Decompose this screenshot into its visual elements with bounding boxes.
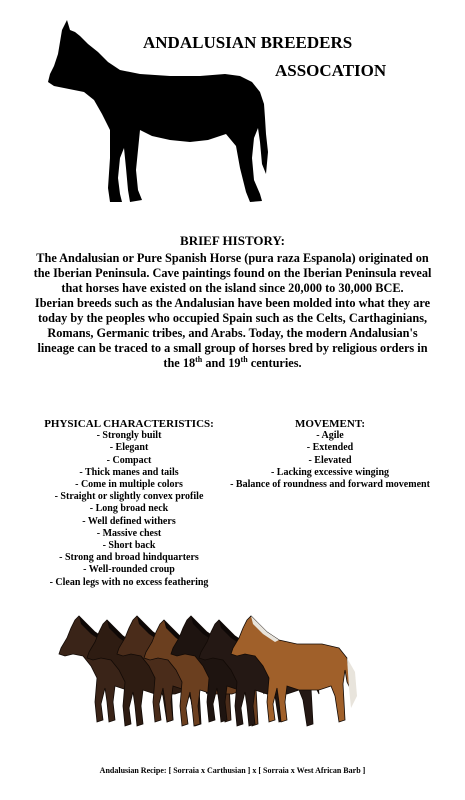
list-item: - Lacking excessive winging (270, 466, 390, 478)
list-item: - Compact (106, 454, 152, 466)
horse-herd-image (55, 612, 375, 737)
physical-heading: PHYSICAL CHARACTERISTICS: (44, 418, 214, 430)
history-heading: BRIEF HISTORY: (180, 233, 285, 248)
movement-heading: MOVEMENT: (294, 418, 366, 430)
superscript-th-2: th (240, 354, 248, 364)
list-item: - Agile (316, 430, 344, 442)
title-line-1: ANDALUSIAN BREEDERS (143, 33, 353, 52)
list-item: - Strong and broad hindquarters (59, 552, 199, 564)
list-item: - Come in multiple colors (75, 479, 183, 491)
list-item: - Thick manes and tails (79, 466, 179, 478)
list-item: - Elegant (109, 442, 149, 454)
movement (215, 418, 445, 491)
breed-recipe: Andalusian Recipe: [ Sorraia x Carthusian ] x [ Sorraia x West African Barb ] (99, 766, 366, 775)
list-item: - Extended (306, 442, 354, 454)
list-item: - Balance of roundness and forward movement (230, 479, 430, 491)
history-paragraph-2-main: Iberian breeds such as the Andalusian have been molded into what they are today by the peoples who occupied Spain such as the Celts, Carthaginians, Romans, Germanic tribes, and Arabs. Today, the modern Andalusian's lineage can be traced to a small group of horses bred by religious orders in the 18 (34, 296, 431, 370)
history-paragraph-1: The Andalusian or Pure Spanish Horse (pura raza Espanola) originated on the Iberian Peninsula. Cave paintings found on the Iberian Peninsula reveal that horses have existed on the island since 20,000 to 30,000 BCE. (33, 251, 432, 295)
list-item: - Massive chest (96, 527, 162, 539)
history-ending: centuries. (247, 356, 302, 370)
list-item: - Elevated (308, 454, 352, 466)
list-item: - Long broad neck (89, 503, 169, 515)
title-line-2: ASSOCATION (275, 61, 387, 80)
list-item: - Strongly built (96, 430, 162, 442)
history-paragraph-2 (30, 296, 435, 371)
list-item: - Well-rounded croup (83, 564, 175, 576)
physical-characteristics (30, 418, 228, 589)
history-text (30, 251, 435, 371)
history-and-19: and 19 (202, 356, 241, 370)
superscript-th-1: th (195, 354, 203, 364)
list-item: - Well defined withers (82, 515, 176, 527)
list-item: - Clean legs with no excess feathering (49, 576, 209, 588)
list-item: - Short back (102, 540, 156, 552)
list-item: - Straight or slightly convex profile (54, 491, 204, 503)
